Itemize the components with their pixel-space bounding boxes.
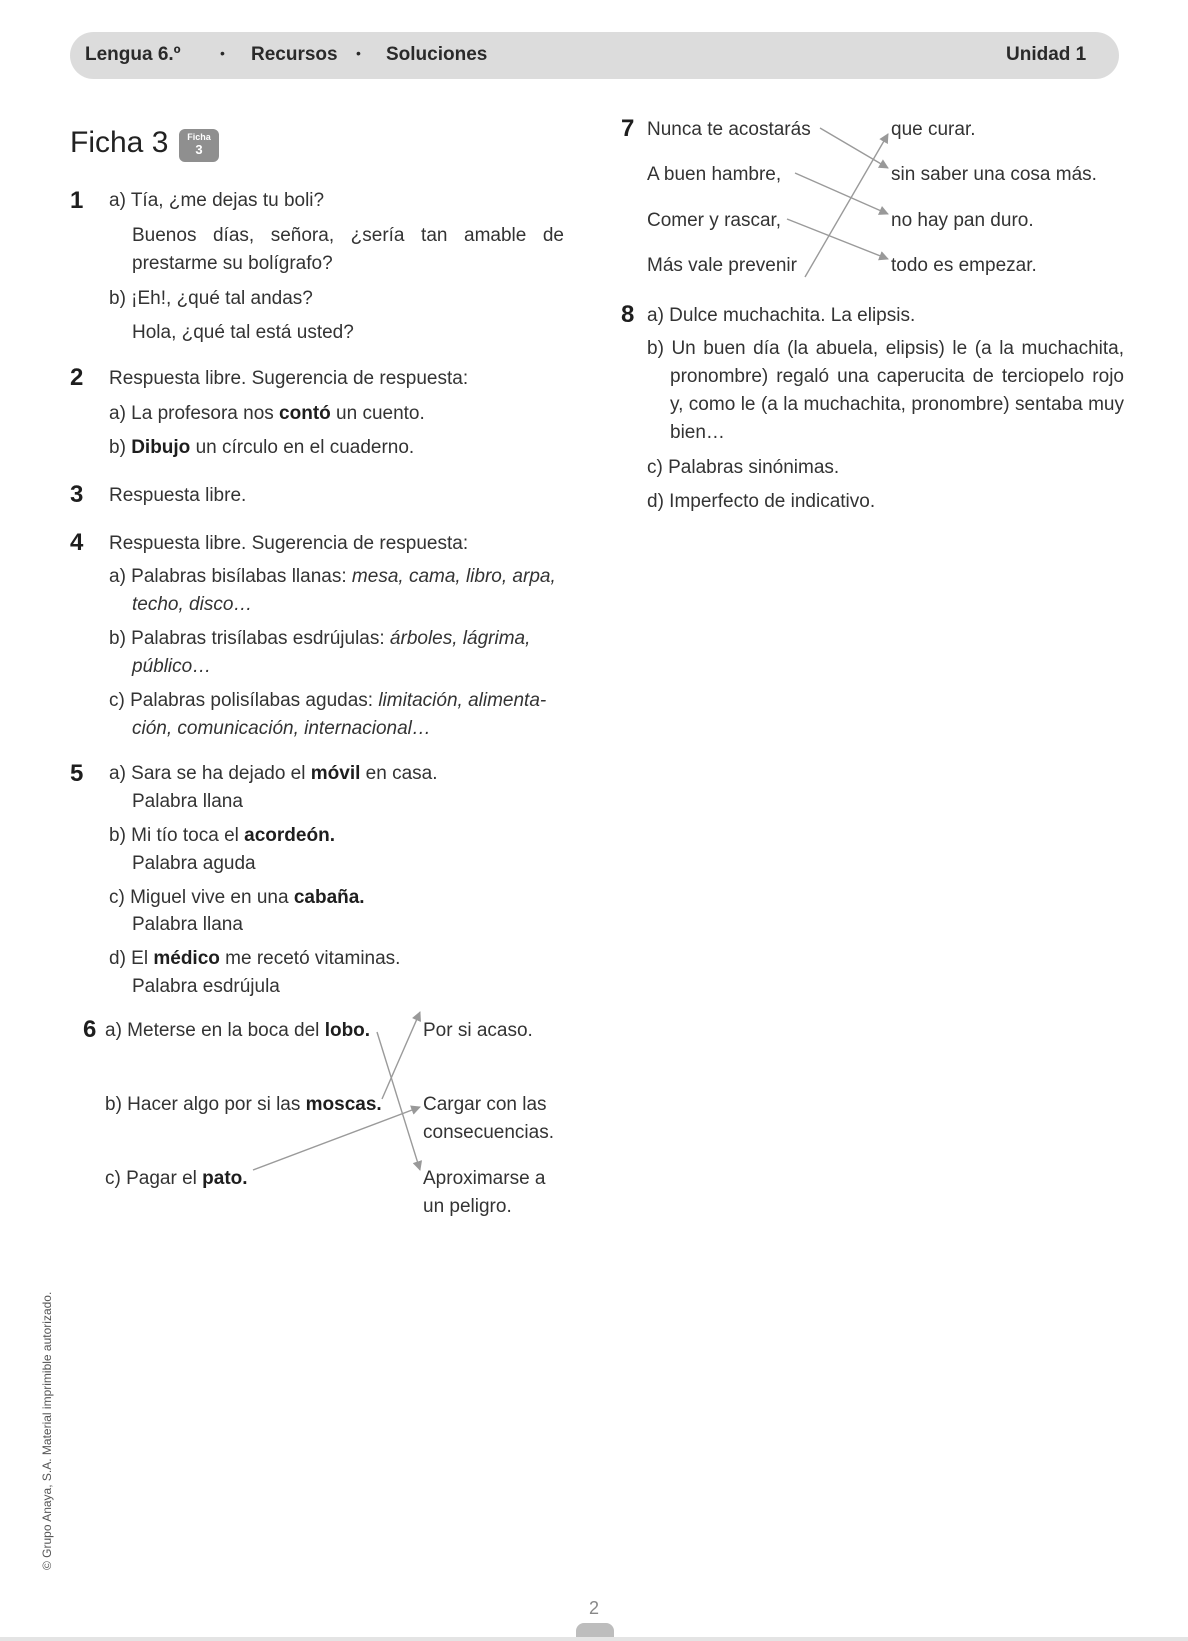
- page-title: Ficha 3: [70, 126, 169, 159]
- ex2-a: a) La profesora nos contó un cuento.: [109, 403, 425, 424]
- ex5-c-type: Palabra llana: [132, 914, 243, 935]
- ex6-b: b) Hacer algo por si las moscas.: [105, 1094, 382, 1115]
- ex7-right-4: todo es empezar.: [891, 255, 1037, 276]
- exercise-number-4: 4: [70, 529, 84, 556]
- exercise-number-8: 8: [621, 301, 635, 328]
- ex7-left-1: Nunca te acostarás: [647, 119, 811, 140]
- ex1-a-question: a) Tía, ¿me dejas tu boli?: [109, 190, 325, 211]
- ex7-arrow-4: [805, 134, 888, 277]
- ex7-right-1: que curar.: [891, 119, 976, 140]
- ex6-a: a) Meterse en la boca del lobo.: [105, 1020, 371, 1041]
- ex6-right-2-cont: consecuencias.: [423, 1122, 554, 1143]
- bottom-edge: [0, 1637, 1188, 1641]
- exercise-number-7: 7: [621, 115, 635, 142]
- ex8-d: d) Imperfecto de indicativo.: [647, 491, 876, 512]
- ex6-right-3: Aproximarse a: [423, 1168, 546, 1189]
- ficha-badge-number: 3: [195, 142, 203, 157]
- ex1-b-answer: Hola, ¿qué tal está usted?: [132, 322, 354, 343]
- ex4-b-cont: público…: [132, 656, 212, 677]
- ex5-c: c) Miguel vive en una cabaña.: [109, 887, 365, 908]
- ex4-b: b) Palabras trisílabas esdrújulas: árboles, lágrima,: [109, 628, 531, 649]
- ex1-b-question: b) ¡Eh!, ¿qué tal andas?: [109, 288, 313, 309]
- ex4-a-cont: techo, disco…: [132, 594, 253, 615]
- ex6-right-3-cont: un peligro.: [423, 1196, 512, 1217]
- header-bullet: •: [356, 45, 361, 61]
- exercise-number-5: 5: [70, 760, 84, 787]
- ex7-left-4: Más vale prevenir: [647, 255, 797, 276]
- header-bullet: •: [220, 45, 225, 61]
- ex5-d-type: Palabra esdrújula: [132, 976, 280, 997]
- header-resources: Recursos: [251, 44, 338, 65]
- copyright-notice: © Grupo Anaya, S.A. Material imprimible autorizado.: [40, 1291, 54, 1570]
- ex8-c: c) Palabras sinónimas.: [647, 457, 840, 478]
- ficha-badge-label: Ficha: [187, 132, 211, 142]
- ex2-intro: Respuesta libre. Sugerencia de respuesta:: [109, 368, 469, 389]
- ex5-d: d) El médico me recetó vitaminas.: [109, 948, 401, 969]
- ex4-c: c) Palabras polisílabas agudas: limitación, alimenta-: [109, 690, 547, 711]
- exercise-number-6: 6: [83, 1016, 97, 1043]
- ex6-arrow-1: [377, 1032, 420, 1170]
- ex5-a: a) Sara se ha dejado el móvil en casa.: [109, 763, 438, 784]
- page-number: 2: [588, 1598, 599, 1618]
- exercise-number-2: 2: [70, 364, 84, 391]
- ex5-a-type: Palabra llana: [132, 791, 243, 812]
- ex1-a-answer: Buenos días, señora, ¿sería tan amable de prestarme su bolígrafo?: [132, 225, 564, 274]
- header-subject: Lengua 6.º: [85, 44, 181, 65]
- ex4-intro: Respuesta libre. Sugerencia de respuesta:: [109, 533, 469, 554]
- ex6-right-1: Por si acaso.: [423, 1020, 533, 1041]
- exercise-number-1: 1: [70, 187, 84, 214]
- ex2-b: b) Dibujo un círculo en el cuaderno.: [109, 437, 415, 458]
- header-solutions: Soluciones: [386, 44, 488, 65]
- ex6-arrow-2: [382, 1012, 420, 1099]
- ex7-left-2: A buen hambre,: [647, 164, 782, 185]
- exercise-number-3: 3: [70, 481, 84, 508]
- ex3-text: Respuesta libre.: [109, 485, 247, 506]
- ex7-arrow-3: [787, 219, 888, 259]
- ex6-arrow-3: [253, 1107, 420, 1170]
- ex4-c-cont: ción, comunicación, internacional…: [132, 718, 431, 739]
- ex5-b-type: Palabra aguda: [132, 853, 256, 874]
- ex6-right-2: Cargar con las: [423, 1094, 547, 1115]
- ex7-left-3: Comer y rascar,: [647, 210, 782, 231]
- ex8-a: a) Dulce muchachita. La elipsis.: [647, 305, 916, 326]
- ex7-right-3: no hay pan duro.: [891, 210, 1034, 231]
- ex5-b: b) Mi tío toca el acordeón.: [109, 825, 335, 846]
- ex8-b: b) Un buen día (la abuela, elipsis) le (a la muchachita, pronombre) regaló una caperucita de terciopelo rojo y, como le (a la muchachita, pronombre) sentaba muy bien…: [647, 338, 1124, 443]
- ex7-arrow-2: [795, 173, 888, 214]
- ex7-right-2: sin saber una cosa más.: [891, 164, 1097, 185]
- ex4-a: a) Palabras bisílabas llanas: mesa, cama, libro, arpa,: [109, 566, 556, 587]
- ex7-arrow-1: [820, 128, 888, 168]
- ex6-c: c) Pagar el pato.: [105, 1168, 248, 1189]
- header-unit: Unidad 1: [1006, 44, 1087, 65]
